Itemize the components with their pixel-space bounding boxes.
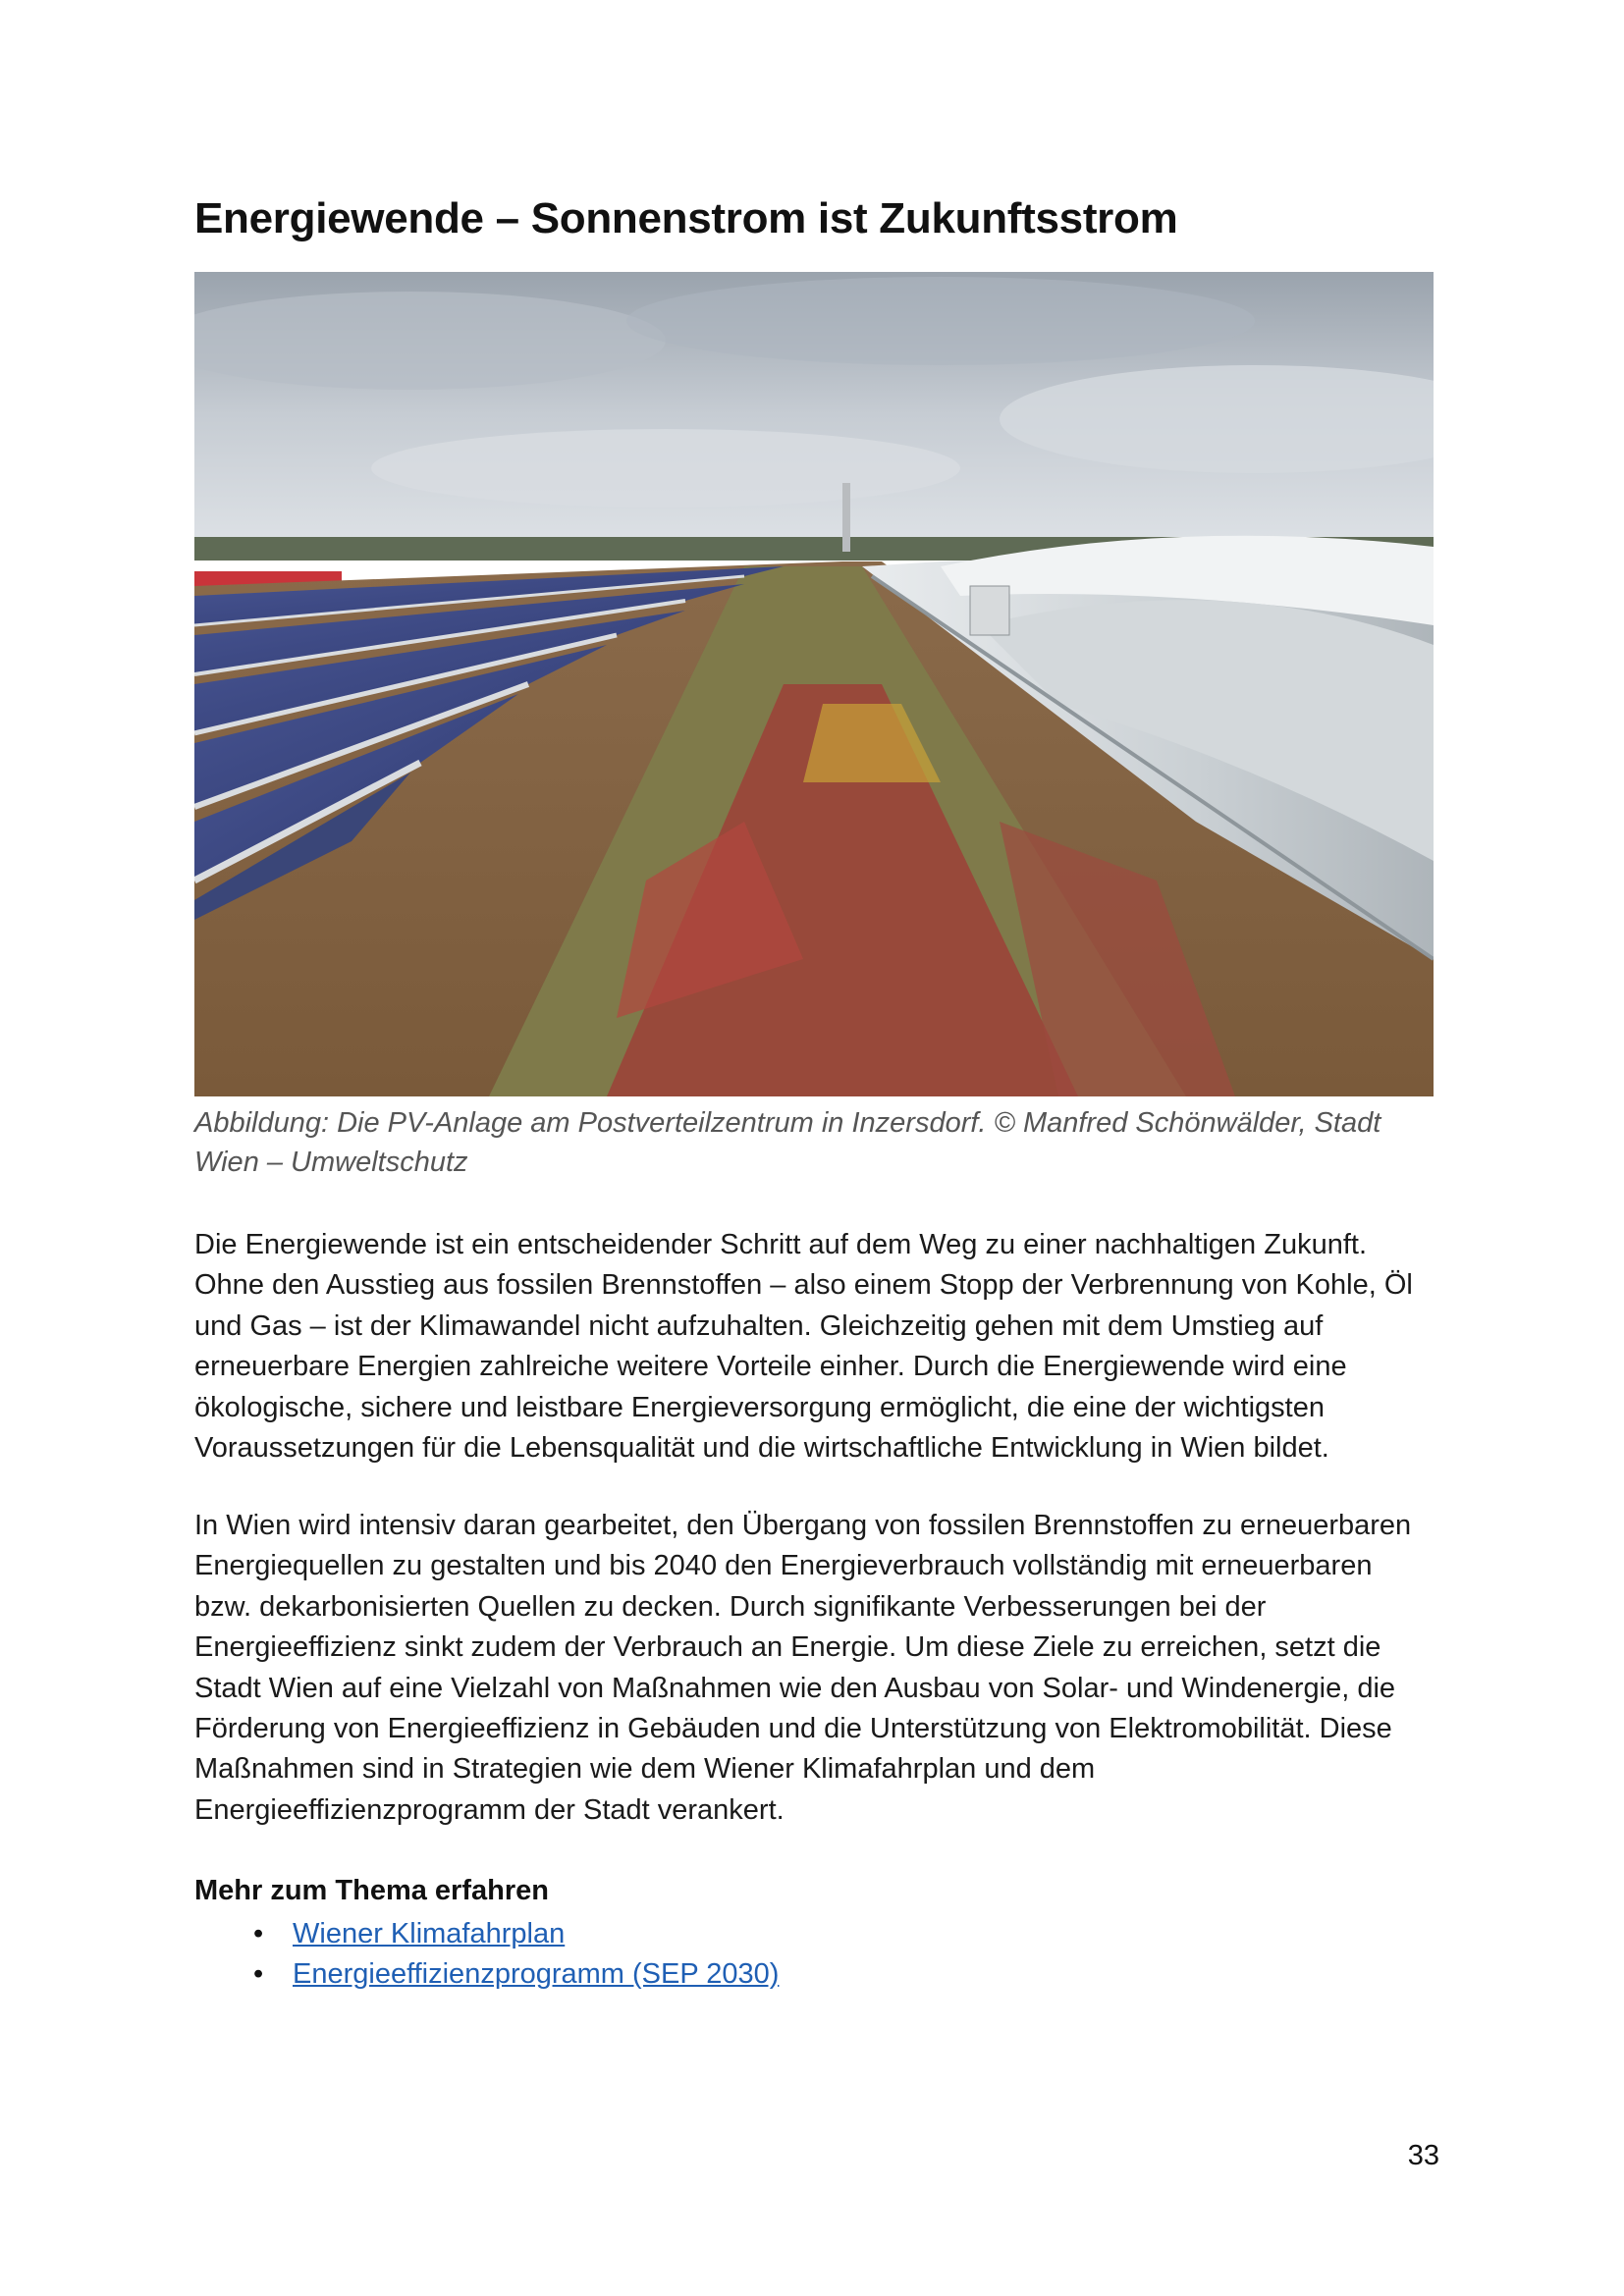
link-energieeffizienzprogramm[interactable]: Energieeffizienzprogramm (SEP 2030) <box>293 1958 780 1990</box>
bullet: • <box>253 1958 264 1990</box>
list-item <box>194 1914 779 1954</box>
body-paragraph: In Wien wird intensiv daran gearbeitet, den Übergang von fossilen Brennstoffen zu erneuerbaren Energiequellen zu gestalten und bis 2040 den Energieverbrauch vollständig mit erneuerbaren bzw. dekarbonisierten Quellen zu decken. Durch signifikante Verbesserungen bei der Energieeffizienz sinkt zudem der Verbrauch an Energie. Um diese Ziele zu erreichen, setzt die Stadt Wien auf eine Vielzahl von Maßnahmen wie den Ausbau von Solar- und Windenergie, die Förderung von Energieeffizienz in Gebäuden und die Unterstützung von Elektromobilität. Diese Maßnahmen sind in Strategien wie dem Wiener Klimafahrplan und dem Energieeffizienzprogramm der Stadt verankert. <box>194 1510 1412 1826</box>
link-klimafahrplan[interactable]: Wiener Klimafahrplan <box>293 1918 566 1949</box>
pv-rooftop-photo <box>194 272 1434 1096</box>
list-item <box>194 1954 779 1995</box>
bullet: • <box>253 1918 264 1949</box>
more-info-heading: Mehr zum Thema erfahren <box>194 1875 549 1906</box>
page-number: 33 <box>1407 2140 1439 2171</box>
more-info-list <box>194 1914 779 1995</box>
body-paragraph: Die Energiewende ist ein entscheidender Schritt auf dem Weg zu einer nachhaltigen Zukunft. Ohne den Ausstieg aus fossilen Brennstoffen – also einem Stopp der Verbrennung von Kohle, Öl und Gas – ist der Klimawandel nicht aufzuhalten. Gleichzeitig gehen mit dem Umstieg auf erneuerbare Energien zahlreiche weitere Vorteile einher. Durch die Energiewende wird eine ökologische, sichere und leistbare Energieversorgung ermöglicht, die eine der wichtigsten Voraussetzungen für die Lebensqualität und die wirtschaftliche Entwicklung in Wien bildet. <box>194 1229 1413 1465</box>
figure-caption: Abbildung: Die PV-Anlage am Postverteilzentrum in Inzersdorf. © Manfred Schönwälder, Stadt Wien – Umweltschutz <box>194 1107 1381 1178</box>
page-title: Energiewende – Sonnenstrom ist Zukunftsstrom <box>194 194 1178 242</box>
